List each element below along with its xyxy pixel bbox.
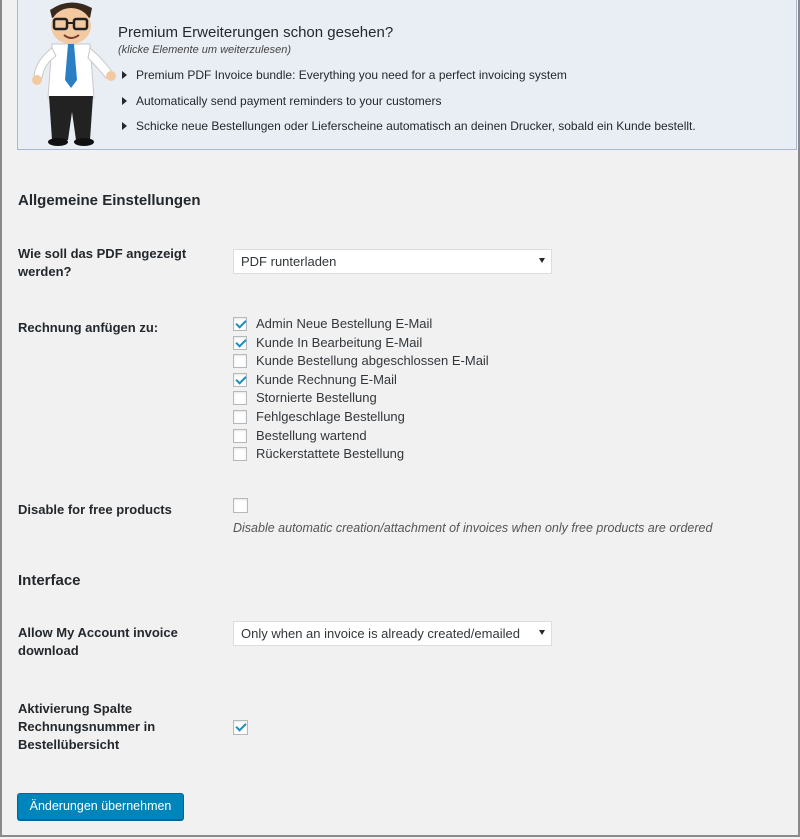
section-heading-general: Allgemeine Einstellungen bbox=[18, 192, 201, 209]
invoice-column-label: Aktivierung Spalte Rechnungsnummer in Bestellübersicht bbox=[18, 701, 156, 752]
checkbox-failed-order[interactable] bbox=[233, 410, 247, 424]
checkbox-customer-invoice[interactable] bbox=[233, 373, 247, 387]
invoice-column-checkbox[interactable] bbox=[233, 720, 248, 735]
dropdown-arrow-icon bbox=[539, 258, 545, 263]
premium-item[interactable] bbox=[122, 66, 696, 92]
checkbox-label: Kunde Bestellung abgeschlossen E-Mail bbox=[256, 353, 489, 369]
pdf-display-value: PDF runterladen bbox=[241, 254, 337, 269]
checkbox-admin-new-order[interactable] bbox=[233, 317, 247, 331]
checkbox-customer-completed[interactable] bbox=[233, 354, 247, 368]
banner-title: Premium Erweiterungen schon gesehen? bbox=[118, 24, 394, 41]
section-heading-interface: Interface bbox=[18, 572, 81, 589]
free-products-description: Disable automatic creation/attachment of invoices when only free products are ordered bbox=[233, 521, 713, 535]
checkbox-on-hold-order[interactable] bbox=[233, 429, 247, 443]
checkbox-label: Admin Neue Bestellung E-Mail bbox=[256, 316, 433, 331]
checkbox-cancelled-order[interactable] bbox=[233, 391, 247, 405]
checkbox-refunded-order[interactable] bbox=[233, 447, 247, 461]
checkbox-label: Stornierte Bestellung bbox=[256, 390, 377, 406]
premium-list bbox=[122, 66, 696, 143]
my-account-download-value: Only when an invoice is already created/emailed bbox=[241, 626, 520, 641]
premium-banner bbox=[17, 0, 797, 150]
checkbox-label: Kunde In Bearbeitung E-Mail bbox=[256, 334, 423, 350]
mascot-illustration bbox=[22, 0, 118, 150]
triangle-right-icon bbox=[122, 122, 127, 130]
premium-item[interactable] bbox=[122, 117, 696, 143]
checkbox-customer-processing[interactable] bbox=[233, 336, 247, 350]
checkbox-label: Rückerstattete Bestellung bbox=[256, 446, 405, 462]
triangle-right-icon bbox=[122, 71, 127, 79]
banner-subtitle: (klicke Elemente um weiterzulesen) bbox=[118, 44, 292, 56]
my-account-download-label: Allow My Account invoice download bbox=[18, 625, 178, 658]
triangle-right-icon bbox=[122, 97, 127, 105]
premium-item-label: Schicke neue Bestellungen oder Lieferscheine automatisch an deinen Drucker, sobald ein Kunde bestellt. bbox=[136, 119, 696, 133]
pdf-display-select[interactable] bbox=[233, 249, 552, 274]
premium-item-label: Automatically send payment reminders to your customers bbox=[136, 93, 442, 108]
checkbox-label: Kunde Rechnung E-Mail bbox=[256, 371, 397, 387]
free-products-label: Disable for free products bbox=[18, 502, 172, 517]
free-products-checkbox[interactable] bbox=[233, 498, 248, 513]
attach-invoice-label: Rechnung anfügen zu: bbox=[18, 320, 159, 335]
pdf-display-label: Wie soll das PDF angezeigt werden? bbox=[18, 246, 187, 279]
dropdown-arrow-icon bbox=[539, 630, 545, 635]
save-changes-button[interactable]: Änderungen übernehmen bbox=[17, 793, 184, 820]
my-account-download-select[interactable] bbox=[233, 621, 552, 646]
premium-item-label: Premium PDF Invoice bundle: Everything you need for a perfect invoicing system bbox=[136, 68, 567, 82]
checkbox-label: Fehlgeschlage Bestellung bbox=[256, 408, 405, 424]
premium-item[interactable] bbox=[122, 92, 696, 118]
checkbox-label: Bestellung wartend bbox=[256, 427, 367, 443]
